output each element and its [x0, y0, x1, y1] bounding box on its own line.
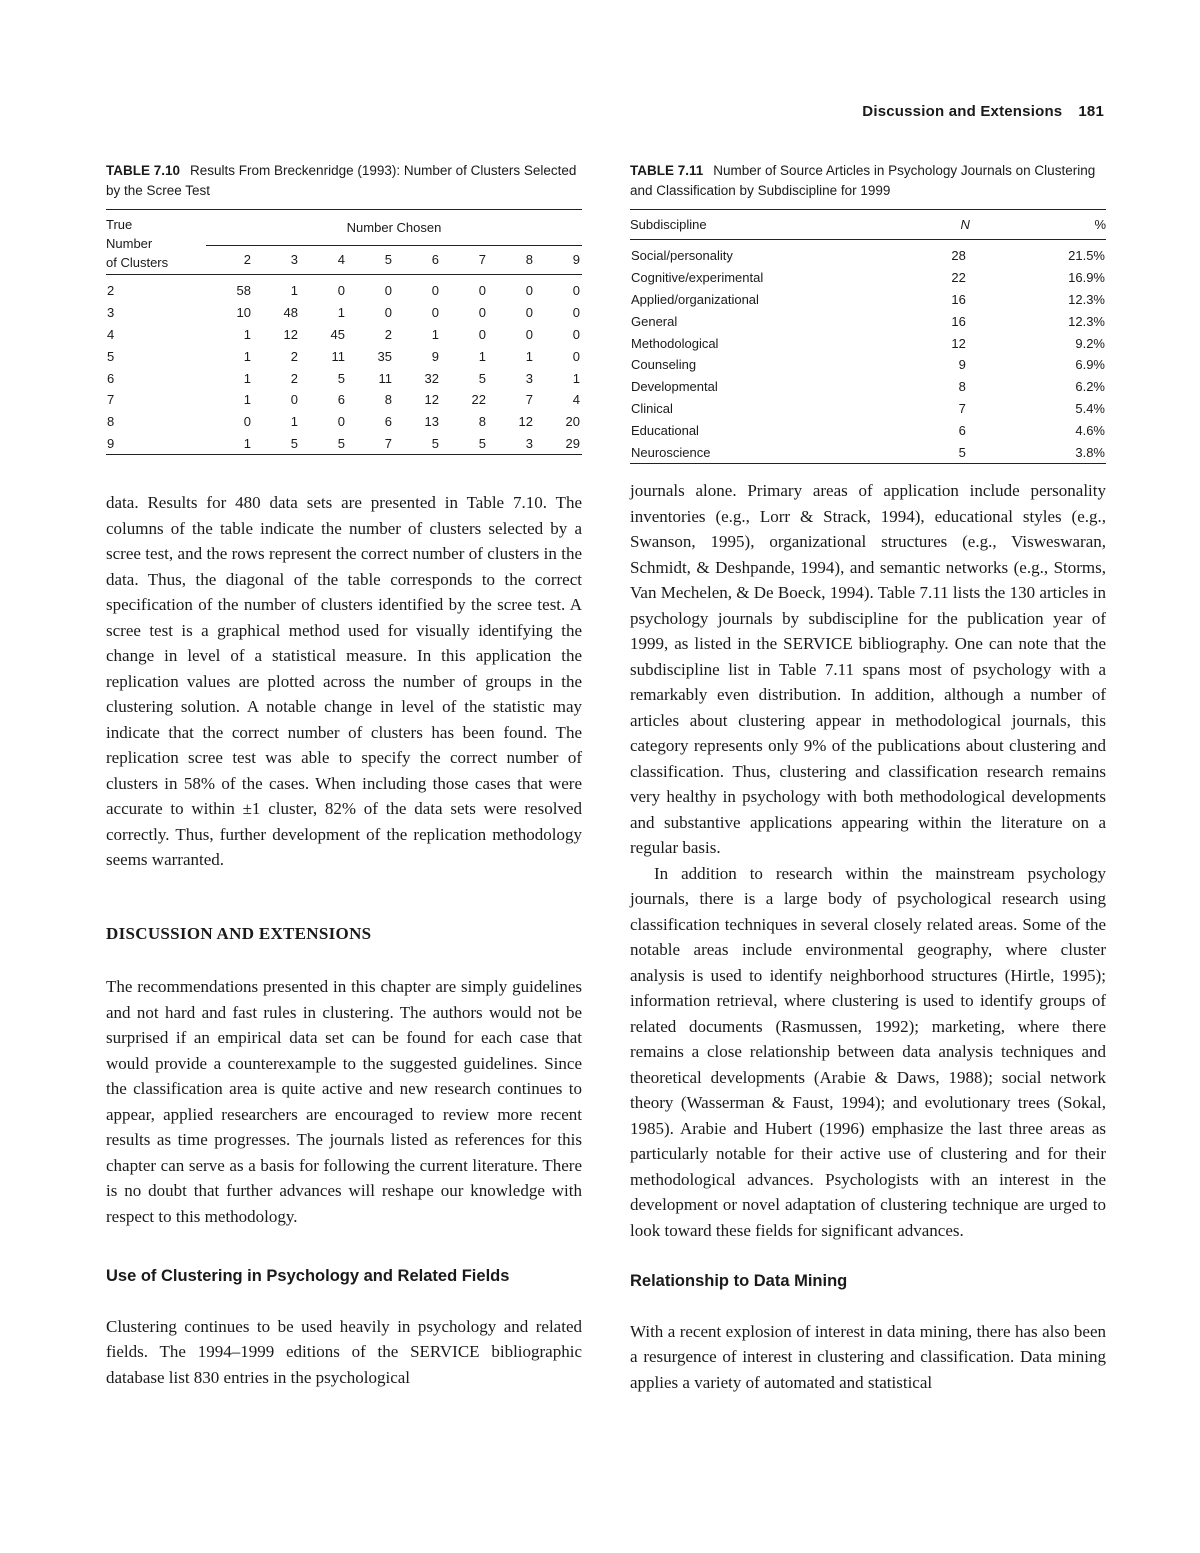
row-header [106, 210, 206, 275]
count-cell: 7 [958, 400, 966, 416]
table-cell: 1 [337, 305, 345, 321]
table-cell: 3 [488, 433, 535, 455]
column-header: 6 [394, 245, 441, 274]
table-cell: 0 [525, 326, 533, 342]
table-cell: 0 [384, 283, 392, 299]
right-text-column [630, 478, 1106, 1395]
body-paragraph: In addition to research within the mainstream psychology journals, there is a large body of psychological research using classification techniques in several closely related areas. Some of the notable areas include environmental geography, where cluster analysis is used to identify neighborhood structures (Hirtle, 1995); information retrieval, where clustering is used to identify groups of related documents (Rasmussen, 1992); marketing, where there remains a close relationship between data analysis techniques and theoretical developments (Arabie & Daws, 1988); social network theory (Wasserman & Faust, 1994); and evolutionary trees (Sokal, 1985). Arabie and Hubert (1996) emphasize the last three areas as particularly notable for their active use of clustering and for their methodological advances. Psychologists with an interest in the development or novel adaptation of clustering technique are urged to look toward these fields for significant advances. [630, 863, 1106, 1240]
running-head [862, 103, 1104, 120]
group-header: Number Chosen [206, 210, 582, 246]
row-label: 9 [106, 433, 206, 455]
table-cell: 0 [337, 414, 345, 430]
row-label: 5 [107, 348, 115, 364]
column-header: 3 [253, 245, 300, 274]
table-cell: 5 [478, 370, 486, 386]
table-row [106, 433, 582, 455]
count-cell: 28 [951, 248, 966, 264]
table-cell: 1 [243, 326, 251, 342]
row-header-line: of Clusters [106, 255, 169, 270]
table-row [630, 419, 1106, 441]
table-cell: 0 [384, 305, 392, 321]
table-cell: 29 [535, 433, 582, 455]
table-row [630, 354, 1106, 376]
table-cell: 3 [525, 370, 533, 386]
column-header: 2 [206, 245, 253, 274]
table-cell: 12 [424, 392, 439, 408]
table-cell: 5 [300, 433, 347, 455]
table-cell: 6 [384, 414, 392, 430]
table-cell: 1 [572, 370, 580, 386]
subsection-heading: Relationship to Data Mining [630, 1272, 848, 1290]
count-cell: 5 [879, 441, 1034, 463]
table-cell: 0 [243, 414, 251, 430]
table-row [106, 324, 582, 346]
row-header-line: True [106, 217, 133, 232]
count-cell: 22 [951, 270, 966, 286]
table-cell: 1 [243, 370, 251, 386]
table-cell: 0 [431, 305, 439, 321]
left-text-column [106, 490, 582, 1390]
page-number: 181 [1078, 103, 1104, 120]
table-cell: 48 [283, 305, 298, 321]
table-row [630, 398, 1106, 420]
subdiscipline-cell: Developmental [631, 379, 718, 395]
table-cell: 0 [572, 305, 580, 321]
percent-cell: 6.2% [1075, 379, 1105, 395]
row-label: 8 [107, 414, 115, 430]
body-paragraph: data. Results for 480 data sets are presented in Table 7.10. The columns of the table indicate the number of clusters selected by a scree test, and the rows represent the correct number of clusters in the data. Thus, the diagonal of the table corresponds to the correct specification of the number of clusters identified by the scree test. A scree test is a graphical method used for visually identifying the change in level of a statistical measure. In this application the replication values are plotted across the number of groups in the clustering solution. A notable change in level of the statistic may indicate that the correct number of clusters has been found. The replication scree test was able to specify the correct number of clusters in 58% of the cases. When including those cases that were accurate to within ±1 cluster, 82% of the data sets were resolved correctly. Thus, further development of the replication methodology seems warranted. [106, 493, 582, 869]
table-label: TABLE 7.10 [106, 163, 181, 178]
table-caption [630, 161, 1106, 201]
subdiscipline-cell: Clinical [631, 400, 673, 416]
table-cell: 0 [572, 283, 580, 299]
table-cell: 8 [384, 392, 392, 408]
count-cell: 6 [958, 422, 966, 438]
table-row [106, 411, 582, 433]
table-label: TABLE 7.11 [630, 163, 704, 178]
table-cell: 1 [478, 348, 486, 364]
table-cell: 0 [337, 283, 345, 299]
table-row [630, 332, 1106, 354]
table-cell: 8 [478, 414, 486, 430]
subdiscipline-cell: Methodological [631, 335, 719, 351]
table-cell: 7 [525, 392, 533, 408]
percent-cell: 16.9% [1068, 270, 1105, 286]
table-cell: 0 [290, 392, 298, 408]
table-cell: 5 [253, 433, 300, 455]
percent-cell: 9.2% [1075, 335, 1105, 351]
column-header: 5 [347, 245, 394, 274]
body-paragraph: Clustering continues to be used heavily in psychology and related fields. The 1994–1999 editions of the SERVICE bibliographic database list 830 entries in the psychological [106, 1316, 582, 1387]
count-cell: 8 [958, 379, 966, 395]
subdiscipline-cell: Cognitive/experimental [631, 270, 764, 286]
percent-cell: 21.5% [1068, 248, 1105, 264]
table-cell: 1 [525, 348, 533, 364]
subdiscipline-cell: Applied/organizational [631, 291, 759, 307]
table-cell: 7 [347, 433, 394, 455]
body-paragraph: journals alone. Primary areas of application include personality inventories (e.g., Lorr & Strack, 1994), educational styles (e.g., Swanson, 1995), organizational structures (e.g., Visweswaran, Schmidt, & Deshpande, 1994), and semantic networks (e.g., Storms, Van Mechelen, & De Boeck, 1994). Table 7.11 lists the 130 articles in psychology journals by subdiscipline for the publication year of 1999, as listed in the SERVICE bibliography. One can note that the subdiscipline list in Table 7.11 spans most of psychology with a remarkably even distribution. In addition, although a number of articles about clustering appear in methodological journals, this category represents only 9% of the publications about clustering and classification. Thus, clustering and classification research remains very healthy in psychology with both methodological developments and substantive applications appearing within the literature on a regular basis. [630, 481, 1106, 857]
table-cell: 1 [206, 433, 253, 455]
table-cell: 4 [572, 392, 580, 408]
table-cell: 2 [290, 370, 298, 386]
table-row [630, 289, 1106, 311]
row-label: 2 [107, 283, 115, 299]
percent-cell: 6.9% [1075, 357, 1105, 373]
subdiscipline-cell: Neuroscience [630, 441, 879, 463]
table-cell: 6 [337, 392, 345, 408]
running-head-title: Discussion and Extensions [862, 103, 1063, 120]
table-row [630, 267, 1106, 289]
body-paragraph: The recommendations presented in this chapter are simply guidelines and not hard and fast rules in clustering. The authors would not be surprised if an empirical data set can be found for each case that would provide a counterexample to the suggested guidelines. Since the classification area is quite active and new research continues to appear, applied researchers are encouraged to review more recent results as time progresses. The journals listed as references for this chapter can serve as a basis for following the current literature. There is no doubt that further advances will reshape our knowledge with respect to this methodology. [106, 977, 582, 1226]
table-cell: 12 [518, 414, 533, 430]
table-cell: 2 [384, 326, 392, 342]
subdiscipline-cell: General [631, 313, 678, 329]
count-cell: 16 [951, 291, 966, 307]
column-header-percent: % [1034, 210, 1106, 240]
table-7-10 [106, 209, 582, 455]
section-heading: DISCUSSION AND EXTENSIONS [106, 923, 372, 943]
table-cell: 45 [330, 326, 345, 342]
table-cell: 13 [424, 414, 439, 430]
table-row [106, 275, 582, 302]
table-row [630, 310, 1106, 332]
table-row [630, 441, 1106, 463]
subdiscipline-cell: Social/personality [631, 248, 733, 264]
column-header-n: N [879, 210, 1034, 240]
percent-cell: 3.8% [1034, 441, 1106, 463]
subdiscipline-cell: Counseling [631, 357, 697, 373]
table-cell: 1 [243, 348, 251, 364]
table-cell: 0 [478, 283, 486, 299]
row-label: 7 [107, 392, 115, 408]
table-cell: 0 [478, 326, 486, 342]
table-row [106, 367, 582, 389]
subdiscipline-cell: Educational [631, 422, 699, 438]
column-header: 7 [441, 245, 488, 274]
row-header-line: Number [106, 236, 153, 251]
body-paragraph: With a recent explosion of interest in data mining, there has also been a resurgence of interest in clustering and classification. Data mining applies a variety of automated and statistical [630, 1321, 1106, 1392]
count-cell: 12 [951, 335, 966, 351]
table-cell: 5 [394, 433, 441, 455]
table-row [630, 240, 1106, 267]
table-row [106, 302, 582, 324]
table-cell: 1 [243, 392, 251, 408]
percent-cell: 5.4% [1075, 400, 1105, 416]
column-header: 4 [300, 245, 347, 274]
column-header-subdiscipline: Subdiscipline [630, 210, 879, 240]
table-cell: 0 [431, 283, 439, 299]
table-cell: 2 [290, 348, 298, 364]
table-cell: 22 [471, 392, 486, 408]
table-cell: 12 [283, 326, 298, 342]
table-cell: 58 [236, 283, 251, 299]
row-label: 6 [107, 370, 115, 386]
count-cell: 16 [951, 313, 966, 329]
table-cell: 0 [525, 283, 533, 299]
table-caption [106, 161, 582, 201]
table-cell: 35 [377, 348, 392, 364]
table-cell: 9 [431, 348, 439, 364]
table-cell: 10 [236, 305, 251, 321]
table-7-11-block [630, 161, 1106, 464]
table-caption-text: Results From Breckenridge (1993): Number of Clusters Selected by the Scree Test [106, 163, 577, 198]
row-label: 3 [107, 305, 115, 321]
column-header: 8 [488, 245, 535, 274]
table-caption-text: Number of Source Articles in Psychology Journals on Clustering and Classification by Subdiscipline for 1999 [630, 163, 1096, 198]
percent-cell: 12.3% [1068, 291, 1105, 307]
table-cell: 11 [378, 370, 392, 386]
table-cell: 5 [441, 433, 488, 455]
table-cell: 5 [337, 370, 345, 386]
table-7-11 [630, 209, 1106, 464]
table-cell: 1 [290, 283, 298, 299]
percent-cell: 4.6% [1075, 422, 1105, 438]
table-7-10-block [106, 161, 582, 455]
table-row [106, 389, 582, 411]
table-cell: 11 [331, 348, 345, 364]
table-cell: 0 [572, 326, 580, 342]
table-cell: 0 [525, 305, 533, 321]
count-cell: 9 [958, 357, 966, 373]
table-cell: 20 [565, 414, 580, 430]
table-cell: 1 [290, 414, 298, 430]
row-label: 4 [107, 326, 115, 342]
table-row [630, 376, 1106, 398]
percent-cell: 12.3% [1068, 313, 1105, 329]
table-cell: 1 [431, 326, 439, 342]
subsection-heading: Use of Clustering in Psychology and Related Fields [106, 1267, 510, 1285]
table-row [106, 345, 582, 367]
column-header: 9 [535, 245, 582, 274]
table-cell: 0 [478, 305, 486, 321]
table-cell: 32 [424, 370, 439, 386]
table-cell: 0 [572, 348, 580, 364]
